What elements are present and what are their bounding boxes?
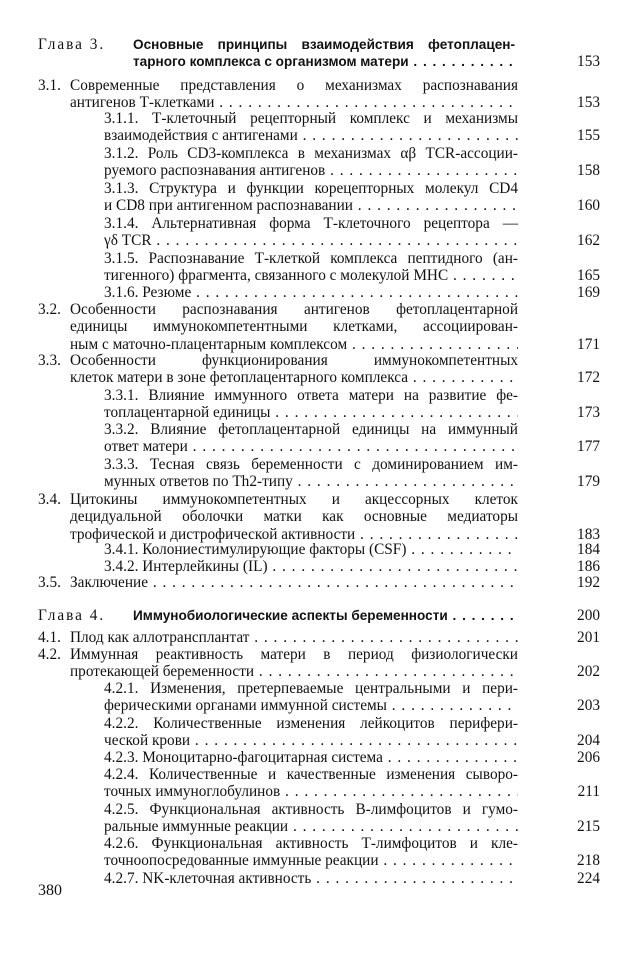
page-ref: 172 — [577, 369, 600, 387]
entry-title-line: Современные представления о механизмах распознавания — [70, 77, 518, 94]
entry-title-line: 3.1.6. Резюме — [104, 284, 192, 301]
entry-title-line: децидуальной оболочки матки как основные медиаторы — [70, 508, 518, 526]
entry-title-line: 3.3.3. Тесная связь беременности с доминированием им- — [104, 456, 518, 473]
entry-title-line: 3.1.1. Т-клеточный рецепторный комплекс и механизмы — [104, 110, 518, 127]
page-ref: 153 — [577, 53, 600, 71]
page-ref: 204 — [577, 732, 600, 750]
entry-title-line: Плод как аллотрансплантат — [70, 629, 250, 646]
entry-title-line: ральные иммунные реакции — [104, 818, 289, 836]
page-ref: 192 — [577, 574, 600, 591]
chapter-label: Глава 4. — [38, 607, 106, 624]
section-number: 4.2. — [38, 646, 61, 663]
entry-title-line: Особенности распознавания антигенов фетоплацентарной — [70, 301, 518, 318]
entry-title-line: тарного комплекса с организмом матери — [133, 54, 409, 70]
entry-title-line: 4.2.1. Изменения, претерпеваемые центральными и пери- — [104, 680, 518, 697]
section-number: 4.1. — [38, 629, 61, 646]
entry-title-line: 3.3.2. Влияние фетоплацентарной единицы на иммунный — [104, 421, 518, 438]
entry-title-line: 3.4.1. Колониестимулирующие факторы (CSF) — [104, 541, 407, 558]
entry-title-line: взаимодействия с антигенами — [104, 127, 298, 145]
page-ref: 184 — [577, 541, 600, 558]
entry-title-line: мунных ответов по Th2-типу — [104, 473, 293, 491]
page-ref: 202 — [577, 663, 600, 681]
entry-title-line: тигенного) фрагмента, связанного с молекулой МНС — [104, 267, 449, 285]
entry-title-line: ответ матери — [104, 438, 188, 456]
entry-title-line: единицы иммунокомпетентными клетками, ассоциирован- — [70, 318, 518, 336]
page-ref: 201 — [577, 629, 600, 646]
entry-title-line: 3.1.3. Структура и функции корецепторных молекул CD4 — [104, 180, 518, 197]
entry-title-line: 4.2.5. Функциональная активность В-лимфоцитов и гумо- — [104, 801, 518, 818]
page-number: 380 — [38, 882, 62, 899]
page-ref: 155 — [577, 127, 600, 145]
entry-title-line: 3.3.1. Влияние иммунного ответа матери на развитие фе- — [104, 387, 518, 404]
page-ref: 218 — [577, 852, 600, 870]
entry-title-line: 4.2.2. Количественные изменения лейкоцитов перифери- — [104, 715, 518, 732]
section-number: 3.3. — [38, 352, 61, 369]
entry-title-line: Особенности функционирования иммунокомпетентных — [70, 352, 518, 369]
entry-title-line: 4.2.4. Количественные и качественные изменения сыворо- — [104, 766, 518, 783]
entry-title-line: ферическими органами иммунной системы — [104, 697, 387, 715]
page-ref: 206 — [577, 749, 600, 766]
entry-title-line: Цитокины иммунокомпетентных и акцессорных клеток — [70, 491, 518, 508]
entry-title-line: 4.2.6. Функциональная активность Т-лимфоцитов и кле- — [104, 835, 518, 852]
page-ref: 153 — [577, 94, 600, 112]
section-number: 3.2. — [38, 301, 61, 318]
entry-title-line: 3.1.2. Роль CD3-комплекса в механизмах αβ TCR-ассоции- — [104, 145, 518, 162]
entry-title-line: 4.2.3. Моноцитарно-фагоцитарная система — [104, 749, 383, 766]
entry-title-line: 4.2.7. NK-клеточная активность — [104, 870, 312, 887]
entry-title-line: точноопосредованные иммунные реакции — [104, 852, 379, 870]
page-ref: 162 — [577, 232, 600, 250]
page-ref: 224 — [577, 870, 600, 887]
page-ref: 173 — [577, 404, 600, 422]
page-ref: 177 — [577, 438, 600, 456]
page-ref: 183 — [577, 525, 600, 543]
entry-title-line: Иммунобиологические аспекты беременности — [133, 608, 448, 623]
page-ref: 203 — [577, 697, 600, 715]
chapter-label: Глава 3. — [38, 36, 106, 53]
page-ref: 160 — [577, 197, 600, 215]
entry-title-line: 3.1.5. Распознавание Т-клеткой комплекса пептидного (ан- — [104, 250, 518, 267]
page-ref: 186 — [577, 558, 600, 575]
entry-title-line: и CD8 при антигенном распознавании — [104, 197, 353, 215]
entry-title-line: ным с маточно-плацентарным комплексом — [70, 335, 348, 353]
entry-title-line: клеток матери в зоне фетоплацентарного комплекса — [70, 369, 409, 387]
page-ref: 169 — [577, 284, 600, 301]
section-number: 3.5. — [38, 574, 61, 591]
page-ref: 211 — [577, 783, 600, 801]
entry-title-line: точных иммуноглобулинов — [104, 783, 281, 801]
section-number: 3.1. — [38, 77, 61, 94]
page-ref: 179 — [577, 473, 600, 491]
entry-title-line: 3.4.2. Интерлейкины (IL) — [104, 558, 268, 575]
page-ref: 200 — [577, 607, 600, 624]
entry-title-line: Основные принципы взаимодействия фетоплацен- — [133, 37, 515, 52]
section-number: 3.4. — [38, 491, 61, 508]
entry-title-line: 3.1.4. Альтернативная форма Т-клеточного рецептора — — [104, 215, 518, 232]
page-ref: 171 — [577, 335, 600, 353]
entry-title-line: руемого распознавания антигенов — [104, 162, 326, 180]
entry-title-line: ческой крови — [104, 732, 191, 750]
entry-title-line: Иммунная реактивность матери в период физиологически — [70, 646, 518, 663]
page-ref: 158 — [577, 162, 600, 180]
entry-title-line: протекающей беременности — [70, 663, 255, 681]
page-ref: 165 — [577, 267, 600, 285]
entry-title-line: трофической и дистрофической активности — [70, 525, 356, 543]
entry-title-line: γδ TCR — [104, 232, 152, 250]
entry-title-line: Заключение — [70, 574, 149, 591]
page-ref: 215 — [577, 818, 600, 836]
entry-title-line: антигенов Т-клетками — [70, 94, 215, 112]
entry-title-line: топлацентарной единицы — [104, 404, 271, 422]
